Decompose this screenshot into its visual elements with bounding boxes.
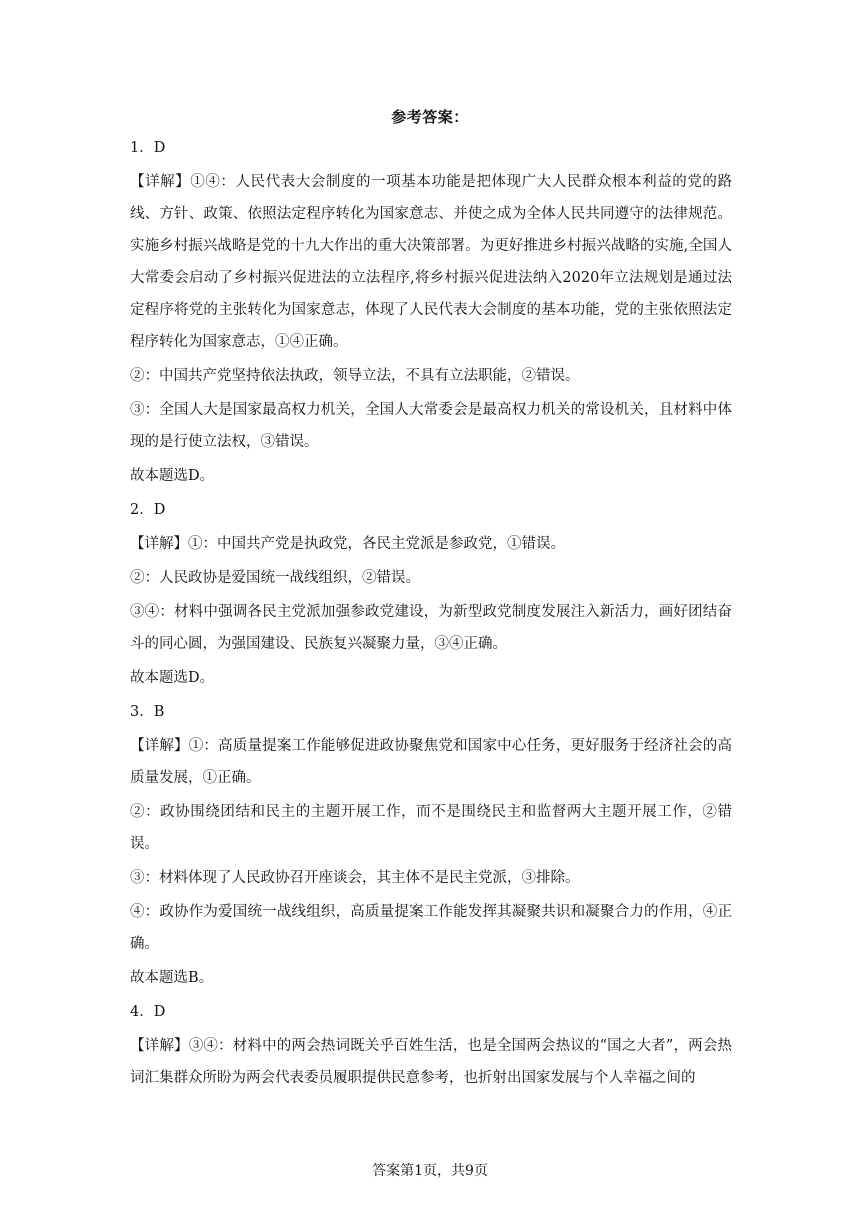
answer-content — [130, 132, 732, 1096]
explanation-paragraph: 【详解】①④：人民代表大会制度的一项基本功能是把体现广大人民群众根本利益的党的路线、方针、政策、依照法定程序转化为国家意志、并使之成为全体人民共同遵守的法律规范。实施乡村振兴战略是党的十九大作出的重大决策部署。为更好推进乡村振兴战略的实施,全国人大常委会启动了乡村振兴促进法的立法程序,将乡村振兴促进法纳入2020年立法规划是通过法定程序将党的主张转化为国家意志，体现了人民代表大会制度的基本功能，党的主张依照法定程序转化为国家意志，①④正确。 — [130, 174, 732, 350]
explanation-paragraph: ④：政协作为爱国统一战线组织，高质量提案工作能发挥其凝聚共识和凝聚合力的作用，④正确。 — [130, 904, 732, 952]
conclusion-line: 故本题选D。 — [130, 670, 215, 686]
explanation-paragraph: ③：全国人大是国家最高权力机关，全国人大常委会是最高权力机关的常设机关，且材料中体现的是行使立法权，③错误。 — [130, 402, 732, 450]
conclusion-line: 故本题选D。 — [130, 468, 215, 484]
conclusion-line: 故本题选B。 — [130, 970, 214, 986]
explanation-paragraph: 【详解】③④：材料中的两会热词既关乎百姓生活，也是全国两会热议的“国之大者”，两会热词汇集群众所盼为两会代表委员履职提供民意参考，也折射出国家发展与个人幸福之间的 — [130, 1038, 732, 1086]
explanation-paragraph: ③④：材料中强调各民主党派加强参政党建设，为新型政党制度发展注入新活力，画好团结奋斗的同心圆，为强国建设、民族复兴凝聚力量，③④正确。 — [130, 604, 732, 652]
explanation-paragraph: ②：政协围绕团结和民主的主题开展工作，而不是围绕民主和监督两大主题开展工作，②错误。 — [130, 804, 732, 852]
question-number: 1．D — [130, 140, 166, 156]
question-number: 4．D — [130, 1004, 166, 1020]
explanation-paragraph: 【详解】①：高质量提案工作能够促进政协聚焦党和国家中心任务，更好服务于经济社会的高质量发展，①正确。 — [130, 738, 732, 786]
explanation-paragraph: 【详解】①：中国共产党是执政党，各民主党派是参政党，①错误。 — [130, 536, 565, 552]
page-footer: 答案第1页，共9页 — [372, 1163, 488, 1179]
explanation-paragraph: ②：人民政协是爱国统一战线组织，②错误。 — [130, 570, 420, 586]
explanation-paragraph: ②：中国共产党坚持依法执政，领导立法，不具有立法职能，②错误。 — [130, 368, 580, 384]
question-number: 3．B — [130, 704, 165, 720]
question-number: 2．D — [130, 502, 166, 518]
explanation-paragraph: ③：材料体现了人民政协召开座谈会，其主体不是民主党派，③排除。 — [130, 870, 580, 886]
page-title: 参考答案： — [391, 108, 469, 126]
